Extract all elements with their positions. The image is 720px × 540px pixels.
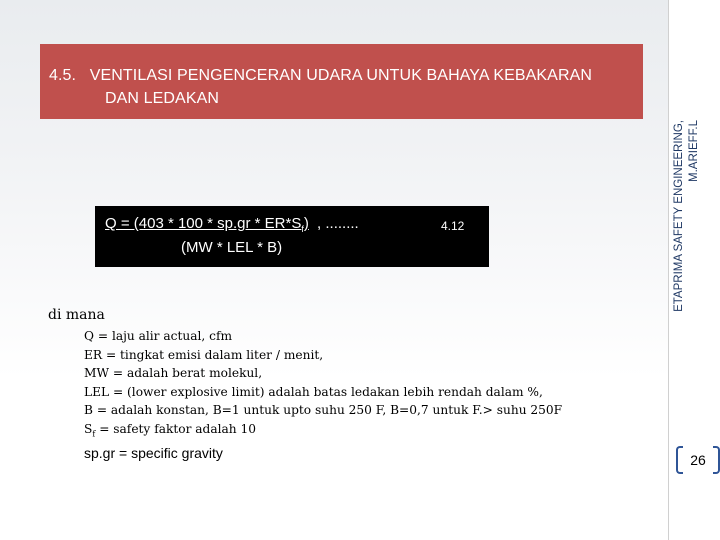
definition-sf xyxy=(84,420,562,444)
formula-numerator-line xyxy=(105,215,359,234)
sf-subscript: f xyxy=(92,429,96,439)
definitions-list xyxy=(84,327,562,463)
formula-numerator-subscript: f xyxy=(301,224,304,234)
sf-symbol: S xyxy=(84,421,93,436)
definition-q: Q = laju alir actual, cfm xyxy=(84,329,233,343)
formula-box xyxy=(95,206,489,267)
formula-denominator: (MW * LEL * B) xyxy=(181,239,283,256)
page-number: 26 xyxy=(690,452,706,468)
definition-lel: LEL = (lower explosive limit) adalah batas ledakan lebih rendah dalam %, xyxy=(84,384,543,399)
title-line-2: DAN LEDAKAN xyxy=(105,90,220,107)
formula-reference-number: 4.12 xyxy=(441,219,465,233)
definition-b: B = adalah konstan, B=1 untuk upto suhu 250 F, B=0,7 untuk F.> suhu 250F xyxy=(84,403,563,418)
where-label: di mana xyxy=(48,307,105,323)
formula-dots: , ........ xyxy=(312,215,359,232)
formula-numerator xyxy=(105,215,309,232)
page-number-badge xyxy=(680,446,716,476)
side-text-line-1: ETAPRIMA SAFETY ENGINEERING, xyxy=(673,120,685,312)
side-text-line-2: M.ARIEFF.L xyxy=(688,120,700,182)
side-author-text xyxy=(672,120,702,350)
right-bracket-icon xyxy=(713,446,720,474)
formula-numerator-close: ) xyxy=(303,215,309,232)
sf-text: = safety faktor adalah 10 xyxy=(95,421,257,436)
formula-numerator-text: Q = (403 * 100 * sp.gr * ER*S xyxy=(105,215,302,232)
definition-mw: MW = adalah berat molekul, xyxy=(84,366,263,381)
title-line-1: 4.5. VENTILASI PENGENCERAN UDARA UNTUK BAHAYA KEBAKARAN xyxy=(49,67,593,84)
definition-er: ER = tingkat emisi dalam liter / menit, xyxy=(84,347,324,362)
title-banner xyxy=(40,44,643,119)
definition-sp-gr: sp.gr = specific gravity xyxy=(84,445,223,461)
